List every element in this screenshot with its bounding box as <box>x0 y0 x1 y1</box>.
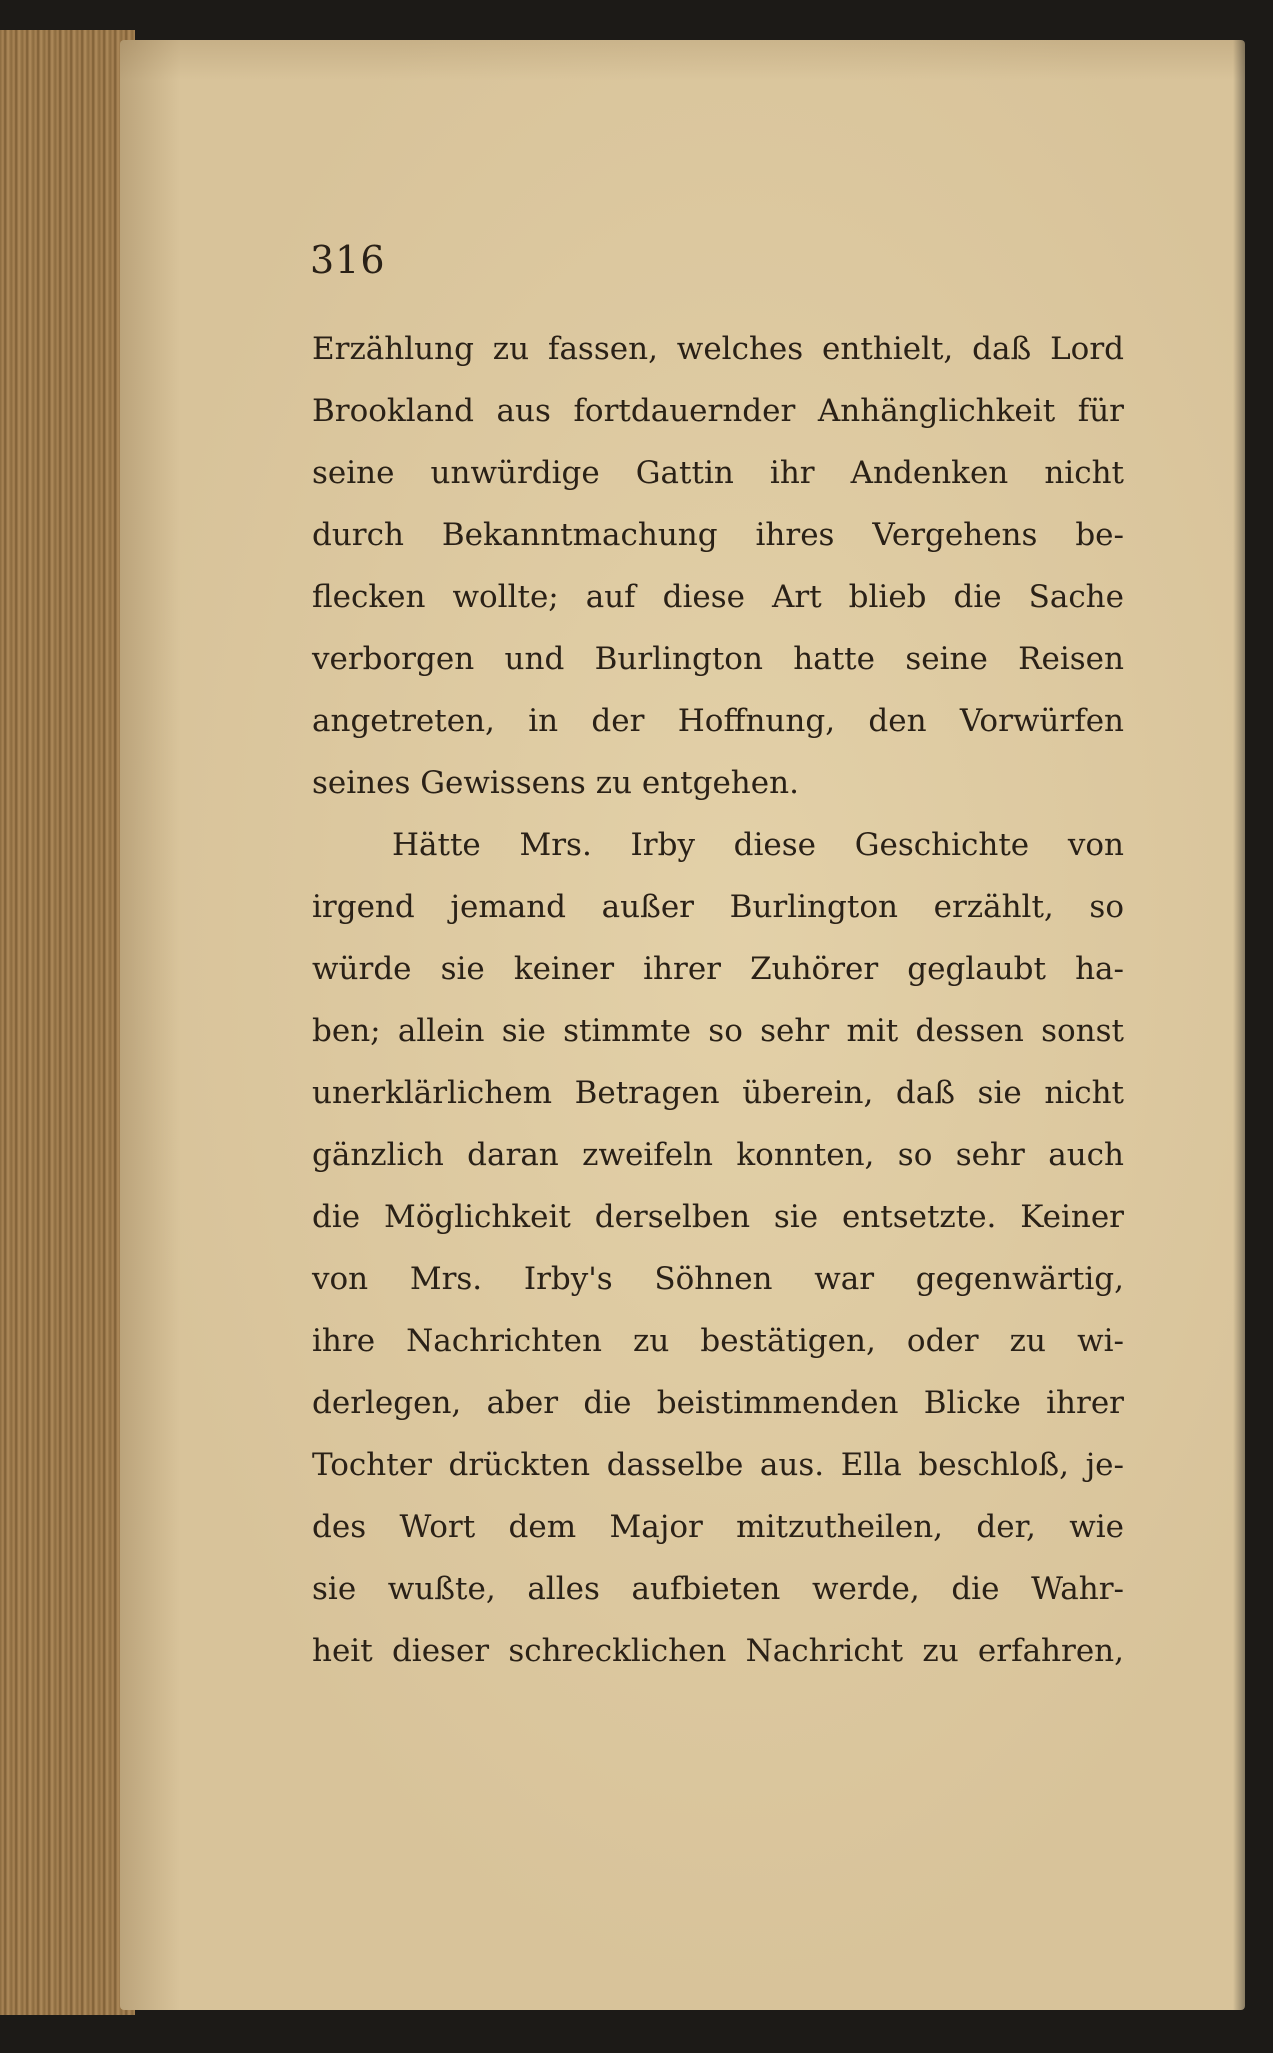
text-line: verborgen und Burlington hatte seine Reisen <box>312 641 1124 677</box>
text-line: irgend jemand außer Burlington erzählt, so <box>312 889 1124 925</box>
text-line: von Mrs. Irby's Söhnen war gegenwärtig, <box>312 1261 1124 1297</box>
text-line: derlegen, aber die beistimmenden Blicke ihrer <box>312 1385 1124 1421</box>
gutter-shadow <box>1233 0 1273 2053</box>
text-line: flecken wollte; auf diese Art blieb die Sache <box>312 579 1124 615</box>
text-line: sie wußte, alles aufbieten werde, die Wahr- <box>312 1571 1124 1607</box>
body-text <box>312 318 1124 1682</box>
text-line: Brookland aus fortdauernder Anhänglichkeit für <box>312 393 1124 429</box>
text-line: seine unwürdige Gattin ihr Andenken nicht <box>312 455 1124 491</box>
text-line: Tochter drückten dasselbe aus. Ella beschloß, je- <box>312 1447 1124 1483</box>
text-line: des Wort dem Major mitzutheilen, der, wie <box>312 1509 1124 1545</box>
text-line: durch Bekanntmachung ihres Vergehens be- <box>312 517 1124 553</box>
text-line: würde sie keiner ihrer Zuhörer geglaubt ha- <box>312 951 1124 987</box>
text-line: die Möglichkeit derselben sie entsetzte. Keiner <box>312 1199 1124 1235</box>
text-line: gänzlich daran zweifeln konnten, so sehr auch <box>312 1137 1124 1173</box>
text-line: unerklärlichem Betragen überein, daß sie nicht <box>312 1075 1124 1111</box>
text-line: ben; allein sie stimmte so sehr mit dessen sonst <box>312 1013 1124 1049</box>
text-line: Erzählung zu fassen, welches enthielt, daß Lord <box>312 331 1124 367</box>
page-number: 316 <box>310 238 386 282</box>
text-line: angetreten, in der Hoffnung, den Vorwürfen <box>312 703 1124 739</box>
text-line: Hätte Mrs. Irby diese Geschichte von <box>392 827 1124 863</box>
text-line: seines Gewissens zu entgehen. <box>312 765 799 801</box>
text-line: heit dieser schrecklichen Nachricht zu erfahren, <box>312 1633 1124 1669</box>
text-line: ihre Nachrichten zu bestätigen, oder zu wi- <box>312 1323 1124 1359</box>
page-block-edge <box>0 30 135 2015</box>
